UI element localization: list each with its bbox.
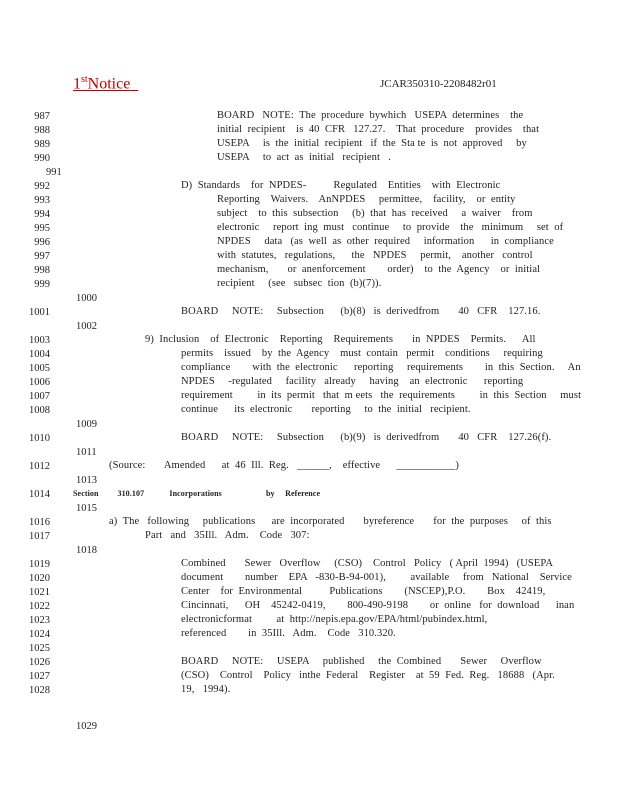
line-number: 994 bbox=[34, 209, 50, 220]
text-line: (CSO) Control Policy inthe Federal Register at 59 Fed. Reg. 18688 (Apr. bbox=[181, 670, 555, 681]
line-number: 1007 bbox=[29, 391, 50, 402]
line-number: 1023 bbox=[29, 615, 50, 626]
line-number: 1003 bbox=[29, 335, 50, 346]
line-number: 998 bbox=[34, 265, 50, 276]
notice-ordinal: st bbox=[81, 74, 88, 85]
text-line: document number EPA -830-B-94-001), available from National Service bbox=[181, 572, 572, 583]
text-line: 9) Inclusion of Electronic Reporting Requirements in NPDES Permits. All bbox=[145, 334, 536, 345]
text-line: requirement in its permit that m eets the requirements in this Section must bbox=[181, 390, 582, 401]
line-number: 1018 bbox=[76, 545, 97, 556]
line-number: 1022 bbox=[29, 601, 50, 612]
text-line: continue its electronic reporting to the initial recipient. bbox=[181, 404, 471, 415]
line-number: 1008 bbox=[29, 405, 50, 416]
line-number: 1016 bbox=[29, 517, 50, 528]
line-number: 1020 bbox=[29, 573, 50, 584]
line-number: 1019 bbox=[29, 559, 50, 570]
line-number: 996 bbox=[34, 237, 50, 248]
notice-heading bbox=[73, 74, 138, 93]
line-number: 1005 bbox=[29, 363, 50, 374]
text-line: electronicformat at http://nepis.epa.gov/EPA/html/pubindex.html, bbox=[181, 614, 488, 625]
line-number: 997 bbox=[34, 251, 50, 262]
text-line: subject to this subsection (b) that has received a waiver from bbox=[217, 208, 533, 219]
text-line: electronic report ing must continue to provide the minimum set of bbox=[217, 222, 564, 233]
line-number: 1002 bbox=[76, 321, 97, 332]
line-number: 1009 bbox=[76, 419, 97, 430]
line-number: 1024 bbox=[29, 629, 50, 640]
text-line: Part and 35Ill. Adm. Code 307: bbox=[145, 530, 310, 541]
line-number: 987 bbox=[34, 111, 50, 122]
line-number: 1011 bbox=[76, 447, 97, 458]
line-number: 1001 bbox=[29, 307, 50, 318]
text-line: Combined Sewer Overflow (CSO) Control Policy ( April 1994) (USEPA bbox=[181, 558, 554, 569]
text-line: with statutes, regulations, the NPDES permit, another control bbox=[217, 250, 533, 261]
line-number: 1004 bbox=[29, 349, 50, 360]
text-line: referenced in 35Ill. Adm. Code 310.320. bbox=[181, 628, 396, 639]
text-line: BOARD NOTE: Subsection (b)(8) is derivedfrom 40 CFR 127.16. bbox=[181, 306, 541, 317]
line-number: 1021 bbox=[29, 587, 50, 598]
line-number: 1012 bbox=[29, 461, 50, 472]
line-number: 1017 bbox=[29, 531, 50, 542]
line-number: 1000 bbox=[76, 293, 97, 304]
line-number: 1006 bbox=[29, 377, 50, 388]
line-number: 993 bbox=[34, 195, 50, 206]
text-line: permits issued by the Agency must contain permit conditions requiring bbox=[181, 348, 543, 359]
line-number: 1026 bbox=[29, 657, 50, 668]
text-line: 19, 1994). bbox=[181, 684, 231, 695]
line-number: 995 bbox=[34, 223, 50, 234]
text-line: initial recipient is 40 CFR 127.27. That procedure provides that bbox=[217, 124, 540, 135]
line-number: 990 bbox=[34, 153, 50, 164]
text-line: NPDES data (as well as other required information in compliance bbox=[217, 236, 554, 247]
line-number: 1015 bbox=[76, 503, 97, 514]
section-heading: Section 310.107 Incorporations by Reference bbox=[73, 489, 321, 498]
text-line: D) Standards for NPDES- Regulated Entities with Electronic bbox=[181, 180, 501, 191]
text-line: compliance with the electronic reporting requirements in this Section. An bbox=[181, 362, 581, 373]
line-number: 999 bbox=[34, 279, 50, 290]
line-number: 988 bbox=[34, 125, 50, 136]
text-line: Reporting Waivers. AnNPDES permittee, facility, or entity bbox=[217, 194, 516, 205]
line-number: 1025 bbox=[29, 643, 50, 654]
line-number: 1010 bbox=[29, 433, 50, 444]
notice-number: 1 bbox=[73, 75, 81, 93]
text-line: a) The following publications are incorporated byreference for the purposes of this bbox=[109, 516, 552, 527]
document-id: JCAR350310-2208482r01 bbox=[380, 78, 497, 90]
text-line: USEPA to act as initial recipient . bbox=[217, 152, 391, 163]
line-number: 1014 bbox=[29, 489, 50, 500]
notice-label: Notice bbox=[87, 75, 131, 93]
text-line: recipient (see subsec tion (b)(7)). bbox=[217, 278, 382, 289]
text-line: BOARD NOTE: USEPA published the Combined Sewer Overflow bbox=[181, 656, 542, 667]
line-number: 1013 bbox=[76, 475, 97, 486]
text-line: USEPA is the initial recipient if the Sta te is not approved by bbox=[217, 138, 527, 149]
line-number: 1027 bbox=[29, 671, 50, 682]
text-line: Cincinnati, OH 45242-0419, 800-490-9198 or online for download inan bbox=[181, 600, 575, 611]
text-line: BOARD NOTE: The procedure bywhich USEPA determines the bbox=[217, 110, 524, 121]
text-line: Center for Environmental Publications (NSCEP),P.O. Box 42419, bbox=[181, 586, 546, 597]
text-line: NPDES -regulated facility already having an electronic reporting bbox=[181, 376, 524, 387]
line-number: 991 bbox=[46, 167, 62, 178]
line-number: 1029 bbox=[76, 721, 97, 732]
text-line: BOARD NOTE: Subsection (b)(9) is derivedfrom 40 CFR 127.26(f). bbox=[181, 432, 552, 443]
line-number: 1028 bbox=[29, 685, 50, 696]
line-number: 989 bbox=[34, 139, 50, 150]
text-line: (Source: Amended at 46 Ill. Reg. ______, effective ___________) bbox=[109, 460, 459, 471]
text-line: mechanism, or anenforcement order) to the Agency or initial bbox=[217, 264, 541, 275]
line-number: 992 bbox=[34, 181, 50, 192]
